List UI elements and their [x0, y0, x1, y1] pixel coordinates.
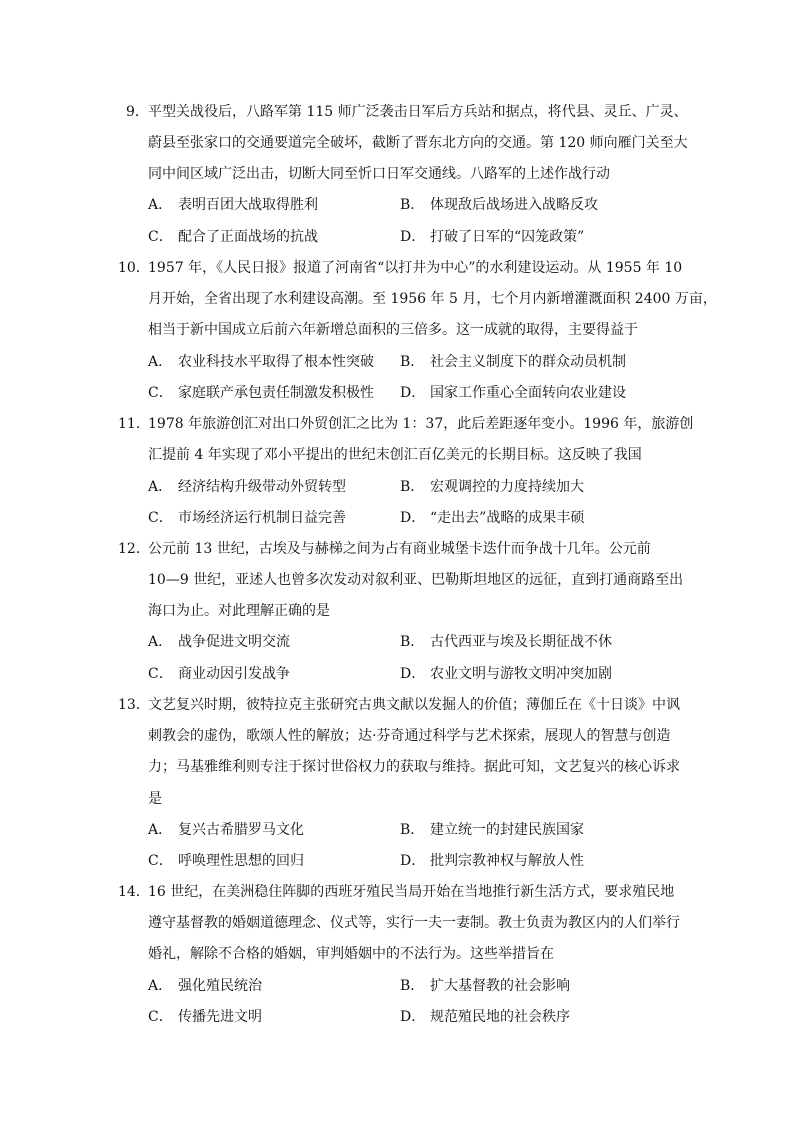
- option-d[interactable]: [400, 383, 626, 403]
- option-text: 呼唤理性思想的回归: [178, 853, 304, 869]
- option-label: B．: [400, 479, 425, 495]
- option-text: 国家工作重心全面转向农业建设: [430, 385, 626, 401]
- option-text: 建立统一的封建民族国家: [430, 822, 584, 838]
- option-label: B．: [400, 197, 425, 213]
- question-number: 13．: [118, 697, 150, 713]
- option-label: B．: [400, 634, 425, 650]
- question-stem-line: 公元前 13 世纪，古埃及与赫梯之间为占有商业城堡卡迭什而争战十几年。公元前: [148, 541, 651, 557]
- option-d[interactable]: [400, 851, 584, 871]
- option-c[interactable]: [148, 664, 290, 684]
- option-a[interactable]: [148, 477, 346, 497]
- option-text: 宏观调控的力度持续加大: [430, 479, 584, 495]
- option-text: 传播先进文明: [178, 1009, 262, 1025]
- option-text: 社会主义制度下的群众动员机制: [430, 354, 626, 370]
- option-text: 批判宗教神权与解放人性: [430, 853, 584, 869]
- option-b[interactable]: [400, 632, 612, 652]
- option-label: C．: [148, 229, 173, 245]
- option-label: A．: [148, 479, 173, 495]
- option-c[interactable]: [148, 508, 346, 528]
- option-c[interactable]: [148, 383, 374, 403]
- option-label: C．: [148, 666, 173, 682]
- question-stem-line: 汇提前 4 年实现了邓小平提出的世纪末创汇百亿美元的长期目标。这反映了我国: [148, 447, 642, 463]
- option-text: “走出去”战略的成果丰硕: [430, 510, 585, 526]
- question-stem-line: 16 世纪，在美洲稳住阵脚的西班牙殖民当局开始在当地推行新生活方式，要求殖民地: [148, 884, 675, 900]
- option-text: 经济结构升级带动外贸转型: [178, 479, 346, 495]
- question-stem-line: 月开始，全省出现了水利建设高潮。至 1956 年 5 月，七个月内新增灌溉面积 2400 万亩，: [148, 291, 717, 307]
- option-a[interactable]: [148, 352, 374, 372]
- question-number: 12．: [118, 541, 150, 557]
- question-stem-line: 遵守基督教的婚姻道德理念、仪式等，实行一夫一妻制。教士负责为教区内的人们举行: [148, 915, 680, 931]
- question-stem-line: 蔚县至张家口的交通要道完全破坏，截断了晋东北方向的交通。第 120 师向雁门关至大: [148, 135, 688, 151]
- option-label: C．: [148, 510, 173, 526]
- option-label: D．: [400, 1009, 426, 1025]
- option-a[interactable]: [148, 820, 304, 840]
- option-a[interactable]: [148, 195, 318, 215]
- option-label: D．: [400, 510, 426, 526]
- question-stem-line: 10—9 世纪，亚述人也曾多次发动对叙利亚、巴勒斯坦地区的远征，直到打通商路至出: [148, 572, 684, 588]
- option-text: 战争促进文明交流: [178, 634, 290, 650]
- option-text: 市场经济运行机制日益完善: [178, 510, 346, 526]
- option-text: 复兴古希腊罗马文化: [178, 822, 304, 838]
- option-label: B．: [400, 822, 425, 838]
- option-a[interactable]: [148, 976, 262, 996]
- option-text: 农业文明与游牧文明冲突加剧: [430, 666, 612, 682]
- option-text: 扩大基督教的社会影响: [430, 978, 570, 994]
- option-label: D．: [400, 385, 426, 401]
- option-label: B．: [400, 978, 425, 994]
- option-c[interactable]: [148, 1007, 262, 1027]
- option-b[interactable]: [400, 976, 570, 996]
- option-label: A．: [148, 197, 173, 213]
- option-label: D．: [400, 853, 426, 869]
- option-label: D．: [400, 666, 426, 682]
- option-label: A．: [148, 354, 173, 370]
- option-label: B．: [400, 354, 425, 370]
- option-d[interactable]: [400, 664, 612, 684]
- question-stem-line: 力；马基雅维利则专注于探讨世俗权力的获取与维持。据此可知，文艺复兴的核心诉求: [148, 759, 680, 775]
- option-text: 配合了正面战场的抗战: [178, 229, 318, 245]
- question-stem-line: 文艺复兴时期，彼特拉克主张研究古典文献以发掘人的价值；薄伽丘在《十日谈》中讽: [148, 697, 680, 713]
- option-text: 商业动因引发战争: [178, 666, 290, 682]
- question-stem-line: 婚礼，解除不合格的婚姻，审判婚姻中的不法行为。这些举措旨在: [148, 946, 554, 962]
- option-label: A．: [148, 978, 173, 994]
- option-text: 表明百团大战取得胜利: [178, 197, 318, 213]
- option-text: 古代西亚与埃及长期征战不休: [430, 634, 612, 650]
- option-d[interactable]: [400, 1007, 570, 1027]
- option-text: 规范殖民地的社会秩序: [430, 1009, 570, 1025]
- option-b[interactable]: [400, 195, 598, 215]
- question-stem-line: 1957 年，《人民日报》报道了河南省“以打井为中心”的水利建设运动。从 1955 年 10: [148, 260, 683, 276]
- option-text: 打破了日军的“囚笼政策”: [430, 229, 585, 245]
- option-text: 强化殖民统治: [178, 978, 262, 994]
- option-c[interactable]: [148, 851, 304, 871]
- question-stem-line: 相当于新中国成立后前六年新增总面积的三倍多。这一成就的取得，主要得益于: [148, 322, 638, 338]
- question-stem-line: 同中间区域广泛出击，切断大同至忻口日军交通线。八路军的上述作战行动: [148, 166, 610, 182]
- question-number: 9．: [126, 104, 149, 120]
- option-text: 农业科技水平取得了根本性突破: [178, 354, 374, 370]
- option-text: 体现敌后战场进入战略反攻: [430, 197, 598, 213]
- option-text: 家庭联产承包责任制激发积极性: [178, 385, 374, 401]
- question-number: 11．: [118, 416, 150, 432]
- option-a[interactable]: [148, 632, 290, 652]
- question-stem-line: 是: [148, 791, 162, 807]
- option-label: D．: [400, 229, 426, 245]
- option-label: C．: [148, 853, 173, 869]
- option-d[interactable]: [400, 227, 584, 247]
- option-label: C．: [148, 1009, 173, 1025]
- option-c[interactable]: [148, 227, 318, 247]
- question-stem-line: 海口为止。对此理解正确的是: [148, 603, 330, 619]
- option-b[interactable]: [400, 820, 584, 840]
- option-label: A．: [148, 822, 173, 838]
- question-stem-line: 平型关战役后，八路军第 115 师广泛袭击日军后方兵站和据点，将代县、灵丘、广灵、: [148, 104, 688, 120]
- question-stem-line: 刺教会的虚伪，歌颂人性的解放；达·芬奇通过科学与艺术探索，展现人的智慧与创造: [148, 728, 671, 744]
- option-label: A．: [148, 634, 173, 650]
- option-b[interactable]: [400, 477, 584, 497]
- question-number: 14．: [118, 884, 150, 900]
- option-b[interactable]: [400, 352, 626, 372]
- question-stem-line: 1978 年旅游创汇对出口外贸创汇之比为 1：37，此后差距逐年变小。1996 年，旅游创: [148, 416, 694, 432]
- question-number: 10．: [118, 260, 150, 276]
- option-d[interactable]: [400, 508, 584, 528]
- option-label: C．: [148, 385, 173, 401]
